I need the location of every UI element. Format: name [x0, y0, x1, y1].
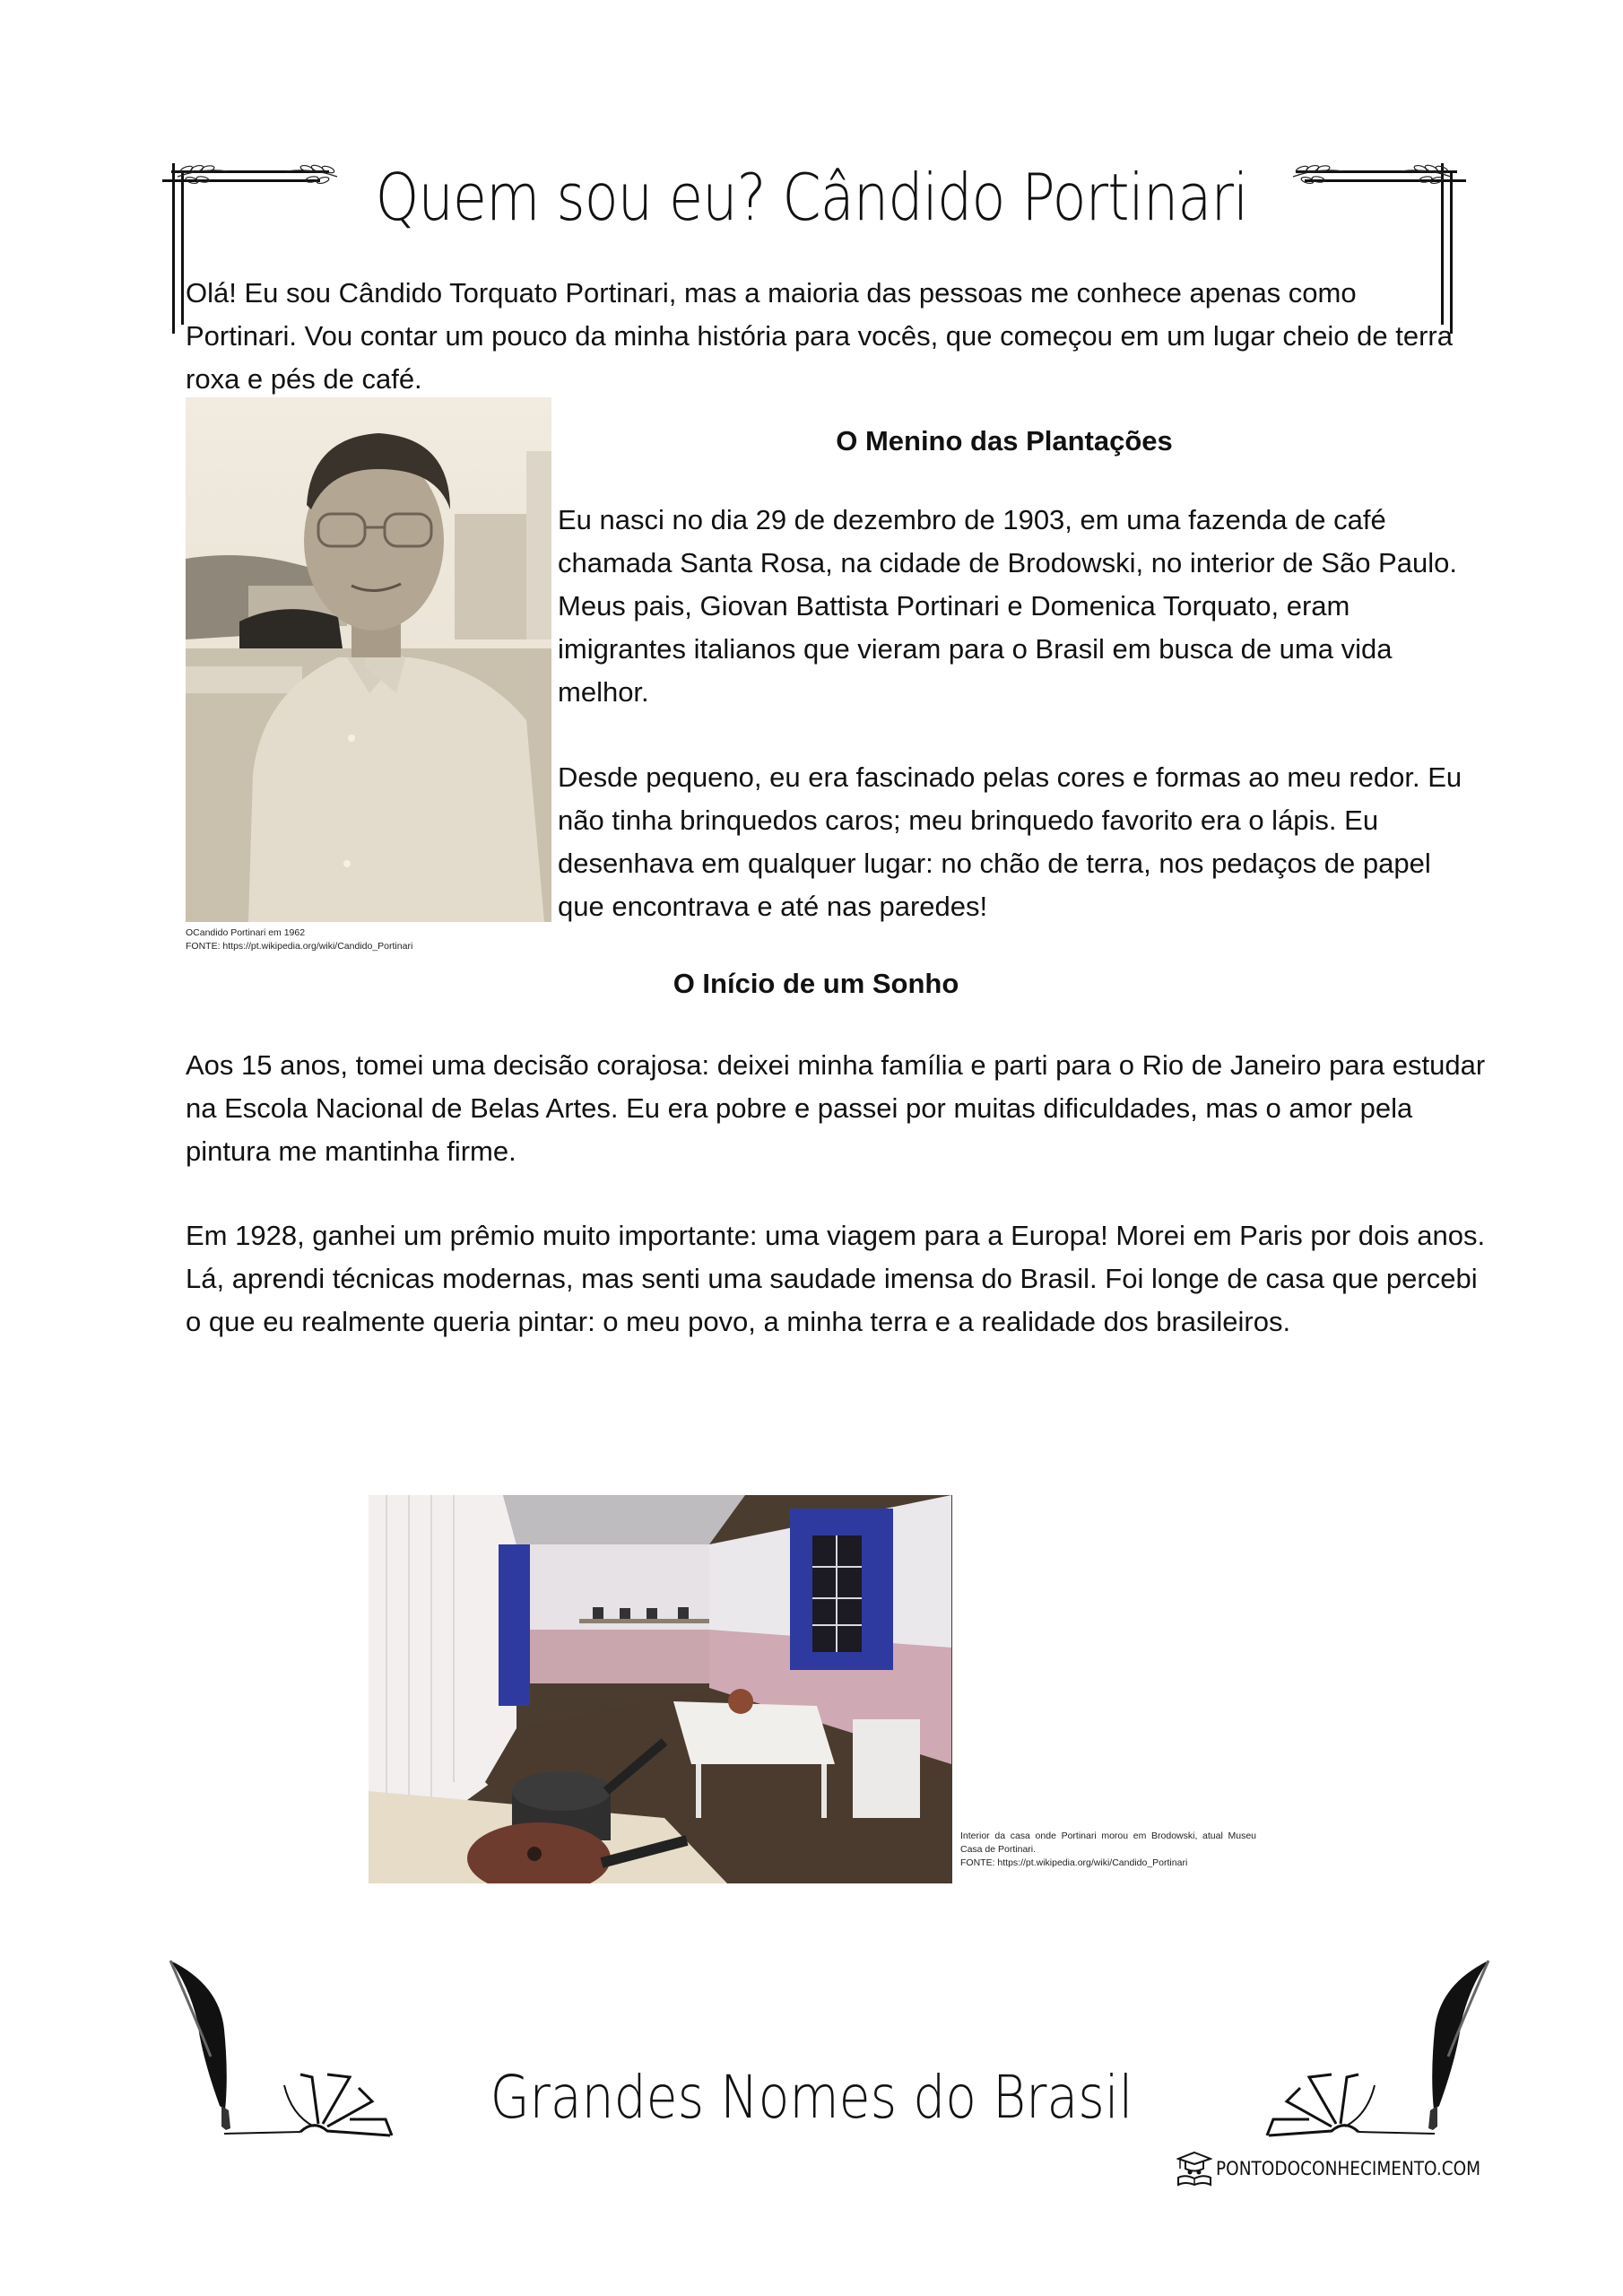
portrait-caption: [186, 926, 412, 953]
section-heading-inicio: O Início de um Sonho: [673, 968, 959, 999]
section2-paragraph: Aos 15 anos, tomei uma decisão corajosa: deixei minha família e parti para o Rio de Janeiro para estudar na Escola Nacional de Belas Artes. Eu era pobre e passei por muitas dificuldades, mas o amor pela pintura me mantinha firme.: [186, 1049, 1486, 1167]
page-title: Quem sou eu? Cândido Portinari: [375, 160, 1248, 235]
brand-logo[interactable]: [1176, 2151, 1516, 2187]
graduation-book-icon: [1176, 2151, 1212, 2187]
house-caption-title: Interior da casa onde Portinari morou em Brodowski, atual Museu Casa de Portinari.: [960, 1831, 1256, 1855]
portrait-photo: [186, 397, 551, 922]
section-heading-menino: O Menino das Plantações: [836, 425, 1173, 457]
house-interior-photo: [369, 1495, 952, 1883]
intro-paragraph: Olá! Eu sou Cândido Torquato Portinari, mas a maioria das pessoas me conhece apenas como Portinari. Vou contar um pouco da minha história para vocês, que começou em um lugar cheio de terra roxa e pés de café.: [186, 277, 1453, 395]
house-caption: [960, 1830, 1256, 1870]
section1-paragraph: Desde pequeno, eu era fascinado pelas cores e formas ao meu redor. Eu não tinha brinquedos caros; meu brinquedo favorito era o lápis. Eu desenhava em qualquer lugar: no chão de terra, nos pedaços de papel que encontrava e até nas paredes!: [558, 761, 1462, 922]
footer-title: Grandes Nomes do Brasil: [490, 2063, 1133, 2132]
portrait-caption-title: OCandido Portinari em 1962: [186, 927, 306, 938]
portrait-illustration: [186, 397, 551, 922]
house-interior-illustration: [369, 1495, 952, 1883]
house-caption-source: FONTE: https://pt.wikipedia.org/wiki/Candido_Portinari: [960, 1857, 1188, 1868]
brand-name[interactable]: PONTODOCONHECIMENTO.COM: [1216, 2158, 1481, 2179]
section2-paragraph: Em 1928, ganhei um prêmio muito importante: uma viagem para a Europa! Morei em Paris por dois anos. Lá, aprendi técnicas modernas, mas senti uma saudade imensa do Brasil. Foi longe de casa que percebi o que eu realmente queria pintar: o meu povo, a minha terra e a realidade dos brasileiros.: [186, 1220, 1486, 1337]
portrait-caption-source: FONTE: https://pt.wikipedia.org/wiki/Candido_Portinari: [186, 941, 413, 952]
section1-paragraph: Eu nasci no dia 29 de dezembro de 1903, em uma fazenda de café chamada Santa Rosa, na cidade de Brodowski, no interior de São Paulo. Meus pais, Giovan Battista Portinari e Domenica Torquato, eram imigrantes italianos que vieram para o Brasil em busca de uma vida melhor.: [558, 504, 1457, 708]
